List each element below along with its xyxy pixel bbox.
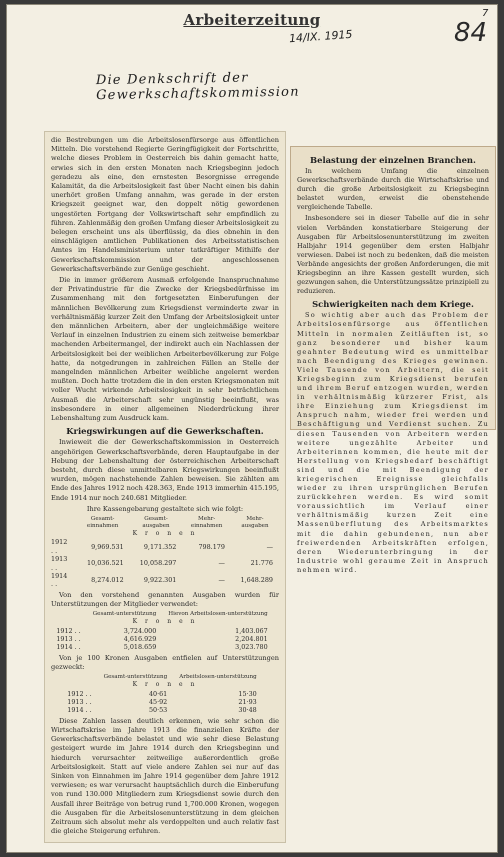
corner-mark: 7 xyxy=(482,8,489,19)
table-row: 1913 . . 4,616.929 2,204.801 xyxy=(56,634,268,643)
table-row: 1912 . . 3,724.000 1,403.067 xyxy=(56,626,268,635)
right-paragraph-3: So wichtig aber auch das Problem der Arbeitslosenfürsorge aus öffentlichen Mitteln in normalen Zeitläuften ist, so ganz besonderer und bisher kaum geahnter Bedeutung wird es unmittelbar nach Beendigung des Krieges gewinnen. Viele Tausende von Arbeitern, die seit Kriegsbeginn zum Kriegsdienst berufen und ihrem Beruf entzogen wurden, werden in verhältnismäßig kürzerer Frist, als ihre Einziehung zum Kriegsdienst im Anspruch nahm, wieder frei werden und Beschäftigung und Verdienst suchen. Zu diesen Tausenden von Arbeitern werden weitere ungezählte Arbeiter und Arbeiterinnen kommen, die heute mit der Herstellung von Kriegsbedarf beschäftigt sind und die mit Beendigung der kriegerischen Ereignisse gleichfalls wieder zu ihren ursprünglichen Berufen zurückkehren werden. Es wird somit voraussichtlich im Verlauf einer verhältnismäßig kurzen Zeit eine Massenüberflutung des Arbeitsmarktes mit die dahin gebundenen, nun aber freiwerdenden Arbeitskräften erfolgen, deren Wiederunterbringung in der Industrie wohl geraume Zeit in Anspruch nehmen wird. xyxy=(297,311,489,574)
table1-unit: K r o n e n xyxy=(132,529,198,537)
table1-header-0 xyxy=(51,516,76,530)
table-kassengebarung xyxy=(51,516,279,589)
table-row: 1912 . . 40·61 15·30 xyxy=(67,689,257,698)
right-paragraph-1: In welchem Umfang die einzelnen Gewerkschaftsverbände durch die Wirtschaftskrise und durch die große Arbeitslosigkeit zu Kriegsbeginn belastet wurden, erweist die obenstehende vergleichende Tabelle. xyxy=(297,167,489,212)
table3-header-2: Arbeitslosen-unterstützung xyxy=(179,674,257,681)
left-paragraph-1: die Bestrebungen um die Arbeitslosenfürsorge aus öffentlichen Mitteln. Die vorstehend Regierte Geringfügigkeit der Fortschritte, welche dieses Problem in Oesterreich bis dahin gemacht hatte, erwies sich in den ersten Monaten nach Kriegsbeginn jedoch geradezu als eine, den ernstesten Besorgnisse erregende Kalamität, da die Arbeitslosigkeit fast über Nacht einen bis dahin unerhört großen Umfang annahm, was gerade in der ersten Kriegszeit geeignet war, den doppelt nötig gewordenen ungestörten Fortgang der Volkswirtschaft sehr empfindlich zu führen. Zahlenmäßig den großen Umfang dieser Arbeitslosigkeit zu belegen erscheint uns als überflüssig, da dies obnehin in den einschlägigen amtlichen Publikationen des Arbeitsstatistischen Amtes im Handelsministerium unter tatkräftiger Mithilfe der Gewerkschaftskommission und der angeschlossenen Gewerkschaftsverbände zur Genüge geschieht. xyxy=(51,136,279,273)
table-row: 1914 . . 8,274.012 9,922.301 — 1,648.289 xyxy=(51,571,273,589)
table1-header-1: Gesamt-einnahmen xyxy=(86,515,119,529)
table2-unit: K r o n e n xyxy=(132,618,198,626)
table1-caption: Ihre Kassengebarung gestaltete sich wie folgt: xyxy=(86,504,244,513)
table-row: 1914 . . 50·53 30·48 xyxy=(67,706,257,715)
right-clipping xyxy=(290,146,496,574)
table2-header-1: Gesamt-unterstützung xyxy=(92,611,157,618)
table3-header-1: Gesamt-unterstützung xyxy=(103,674,168,681)
table3-header-0 xyxy=(67,674,97,681)
left-heading-1: Kriegswirkungen auf die Gewerkschaften. xyxy=(66,426,264,437)
left-paragraph-2: Die in immer größerem Ausmaß erfolgende Inanspruchnahme der Privatindustrie für die Zwecke der Kriegsbedürfnisse im Zusammenhang mit den fortgesetzten Einberufungen der männlichen Bevölkerung zum Kriegsdienst verminderte zwar in verhältnismäßig kurzer Zeit den Umfang der Arbeitslosigkeit unter den männlichen Arbeitern, aber der ungleichmäßige weitere Verlauf in einzelnen Industrien zu einem sich zeitweise bemerkbar machenden Arbeitermangel, der indirekt auch ein Nachlassen der Arbeitslosigkeit bei der weiblichen Arbeiterbevölkerung zur Folge hatte, da notgedrungen in zahlreichen Fällen an Stelle der mangelnden männlichen Arbeiter weibliche angelernt werden mußten. Doch hatte trotzdem die in den ersten Kriegsmonaten mit voller Wucht wirkende Arbeitslosigkeit in sehr beträchtlichem Ausmaß die Arbeiterschaft sehr ungünstig beeinflußt, was insbesondere in einer allgemeinen Niederdrückung ihrer Lebenshaltung zum Ausdruck kam. xyxy=(51,276,279,423)
table-row: 1913 . . 45·92 21·93 xyxy=(67,698,257,707)
table2-header-0 xyxy=(56,611,86,618)
right-heading-1: Belastung der einzelnen Branchen. xyxy=(310,155,476,165)
table3-caption: Von je 100 Kronen Ausgaben entfielen auf Unterstützungen gezweckt: xyxy=(51,653,279,671)
left-clipping xyxy=(44,131,286,843)
left-paragraph-4: Diese Zahlen lassen deutlich erkennen, wie sehr schon die Wirtschaftskrise im Jahre 1913 die finanziellen Kräfte der Gewerkschaftsverbände belastet und wie sehr diese Belastung gesteigert wurde im Jahre 1914 durch den Kriegsbeginn und hiedurch verursachter zeitweilige außerordentlich große Arbeitslosigkeit. Statt auf viele andere Zahlen sei nur auf das Sinken von Einnahmen im Jahre 1914 gegenüber dem Jahre 1912 verwiesen; es war verursacht hauptsächlich durch die Einberufung von rund 130.000 Mitgliedern zum Kriegsdienst sowie durch den Ausfall ihrer Beiträge von betrug rund 1,700.000 Kronen, wogegen die Ausgaben für die Arbeitslosenunterstützung in dem gleichen Zeitraum sich absolut mehr als verdoppelten und auch relativ fast die gleiche Steigerung erfuhren. xyxy=(51,716,279,836)
table2-header-2: Hievon Arbeitslosen-unterstützung xyxy=(168,611,268,618)
handwritten-title: Die Denkschrift der Gewerkschaftskommission xyxy=(95,70,300,104)
newspaper-masthead: Arbeiterzeitung xyxy=(183,11,321,29)
table-row: 1914 . . 5,018.659 3,023.780 xyxy=(56,643,268,652)
masthead-area xyxy=(6,10,498,29)
table2-caption: Von den vorstehend genannten Ausgaben wurden für Unterstützungen der Mitglieder verwendet: xyxy=(51,590,279,608)
table1-header-3: Mehr-einnahmen xyxy=(190,515,223,529)
table-unterstuetzungen xyxy=(56,611,273,652)
archive-number: 84 xyxy=(454,18,488,48)
table-row: 1912 . . 9,969.531 9,171.352 798.179 — xyxy=(51,538,273,555)
table-row: 1913 . . 10,036.521 10,058.297 — 21.776 xyxy=(51,555,273,572)
table1-header-2: Gesamt-ausgaben xyxy=(142,515,170,529)
table-prozent xyxy=(67,674,262,715)
archive-sheet xyxy=(6,4,498,853)
table1-header-4: Mehr-ausgaben xyxy=(241,515,269,529)
right-paragraph-2: Insbesondere sei in dieser Tabelle auf die in sehr vielen Verbänden konstatierbare Steigerung der Ausgaben für Arbeitslosenunterstützung im zweiten Halbjahr 1914 gegenüber dem ersten Halbjahr verwiesen. Dabei ist noch zu bedenken, daß die meisten Verbände angesichts der großen Anforderungen, die mit Kriegsbeginn an ihre Kassen gestellt wurden, sich gezwungen sahen, die Unterstützungssätze prinzipiell zu reduzieren. xyxy=(297,214,489,296)
left-paragraph-3: Inwieweit die der Gewerkschaftskommission in Oesterreich angehörigen Gewerkschaftsverbände, deren Hauptaufgabe in der Hebung der Lebenshaltung der österreichischen Arbeiterschaft besteht, durch diese unmittelbaren Kriegswirkungen beeinflußt wurden, mögen nachstehende Zahlen beweisen. Sie zählten am Ende des Jahres 1912 noch 428.363, Ende 1913 immerhin 415.195, Ende 1914 nur noch 240.681 Mitglieder. xyxy=(51,438,279,502)
handwritten-date: 14/IX. 1915 xyxy=(288,27,353,46)
table3-unit: K r o n e n xyxy=(132,681,198,689)
right-heading-2: Schwierigkeiten nach dem Kriege. xyxy=(312,299,474,310)
